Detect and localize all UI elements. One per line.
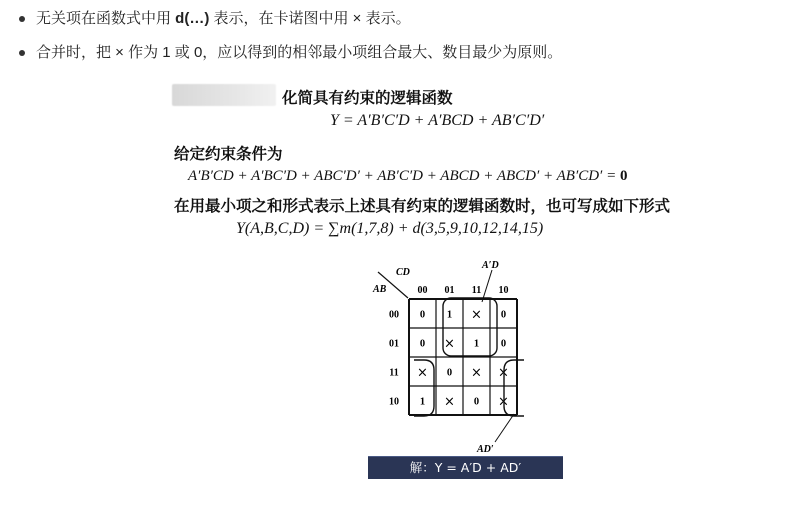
kmap-cell: 0 [446,367,453,379]
kmap-cell: 0 [419,338,426,350]
kmap-cell: 0 [500,309,507,321]
kmap-col-header: 01 [444,285,455,296]
kmap-row-header: 11 [389,367,399,379]
equation-constraint-terms: A′B′CD + A′BC′D + ABC′D′ + AB′C′D + ABCD + ABCD′ + AB′CD′ = [188,168,620,184]
kmap-column-headers [418,285,509,296]
bullet-text-rest: 表示，在卡诺图中用 × 表示。 [209,10,411,27]
kmap-cell: 1 [419,396,426,408]
textbook-excerpt-image [168,80,768,520]
kmap-cell: × [498,365,509,381]
bullet-item-merge-rule [14,40,794,74]
kmap-cell: × [417,365,428,381]
kmap-col-header: 00 [417,285,428,296]
kmap-label-ad-prime: AD′ [477,444,494,455]
kmap-row-header: 00 [389,309,399,321]
constraint-label: 给定约束条件为 [174,145,283,163]
bullet-list [14,6,794,74]
kmap-cell: × [471,307,482,323]
blurred-region [172,84,276,106]
bullet-bold: d(…) [175,10,210,27]
kmap-cd-label: CD [396,267,410,278]
excerpt-heading: 化简具有约束的逻辑函数 [282,89,453,107]
bullet-dot-icon [19,50,25,56]
bullet-dot-icon [19,16,25,22]
kmap-cell: 0 [500,338,507,350]
bullet-text: 合并时，把 × 作为 1 或 0，应以得到的相邻最小项组合最大、数目最少为原则。 [36,44,563,61]
kmap-row-header: 10 [389,396,399,408]
kmap-pointer-top [482,270,492,302]
kmap-ab-label: AB [373,284,387,295]
equation-constraint-zero: 0 [619,168,628,184]
kmap-pointer-bottom [495,414,514,442]
kmap-col-header: 11 [471,285,482,296]
bullet-item-dont-care [14,6,794,40]
kmap-label-a-prime-d: A′D [482,260,499,271]
equation-minterm-form: Y(A,B,C,D) = ∑m(1,7,8) + d(3,5,9,10,12,14,15) [236,220,544,237]
kmap-cell: × [471,365,482,381]
kmap-cell: × [444,336,455,352]
kmap-cell: 1 [473,338,480,350]
kmap-cell: 1 [446,309,453,321]
solution-banner: 解：Y = A′D + AD′ [368,456,563,479]
kmap-cell: 0 [419,309,426,321]
kmap-col-header: 10 [498,285,509,296]
kmap-row-header: 01 [389,338,399,350]
kmap-row-headers [389,310,399,408]
kmap-cell: × [498,394,509,410]
excerpt-paragraph: 在用最小项之和形式表示上述具有约束的逻辑函数时，也可写成如下形式 [174,197,671,215]
equation-y: Y = A′B′C′D + A′BCD + AB′C′D′ [330,112,545,129]
karnaugh-map [364,256,574,456]
kmap-cell: 0 [473,396,480,408]
bullet-text: 无关项在函数式中用 [36,10,176,27]
equation-constraint [188,168,627,185]
kmap-cell: × [444,394,455,410]
